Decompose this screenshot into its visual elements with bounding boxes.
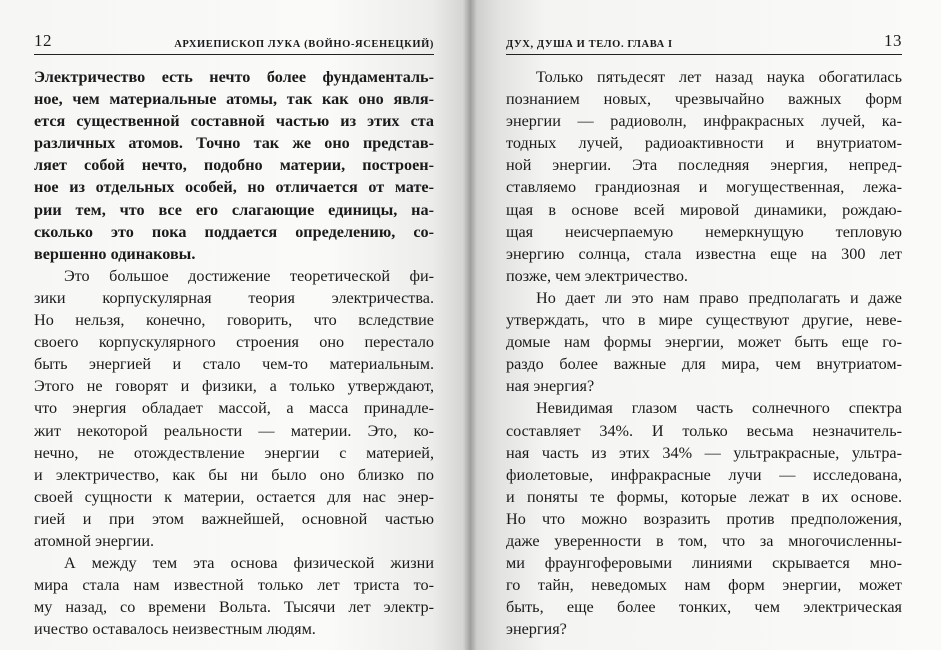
paragraph bbox=[34, 552, 434, 640]
text-line: ми фраунгоферовыми линиями скрывается мно- bbox=[506, 554, 902, 573]
text-line: даже уверенности в том, что за многочисленны- bbox=[506, 531, 902, 550]
text-line: различных атомов. Точно так же оно представ- bbox=[34, 134, 434, 153]
right-page bbox=[470, 0, 941, 650]
text-line: ное, чем материальные атомы, так как оно явля- bbox=[34, 90, 434, 109]
text-line: Невидимая глазом часть солнечного спектра bbox=[536, 399, 902, 418]
text-line: Но дает ли это нам право предполагать и даже bbox=[536, 288, 902, 307]
text-line: жит некоторой реальности — материи. Это, ко- bbox=[34, 421, 434, 440]
right-running-head: ДУХ, ДУША И ТЕЛО. ГЛАВА I bbox=[506, 39, 673, 50]
text-line: познанием новых, чрезвычайно важных форм bbox=[506, 90, 902, 109]
text-line: А между тем эта основа физической жизни bbox=[64, 554, 434, 573]
text-line: фиолетовые, инфракрасные лучи — исследована, bbox=[506, 465, 902, 484]
text-line: ная энергия? bbox=[506, 377, 595, 396]
text-line: энергии — радиоволн, инфракрасных лучей, ка- bbox=[506, 112, 902, 131]
right-page-body bbox=[506, 66, 902, 640]
text-line: сколько это пока поддается определению, со- bbox=[34, 222, 434, 241]
paragraph bbox=[34, 66, 434, 265]
text-line: быть энергией и стало чем-то материальным. bbox=[34, 355, 434, 374]
paragraph bbox=[34, 265, 434, 552]
text-line: вершенно одинаковы. bbox=[34, 244, 196, 263]
left-page-number: 12 bbox=[34, 31, 52, 50]
text-line: энергию солнца, стала известна еще на 300 лет bbox=[506, 244, 902, 263]
text-line: домые нам формы энергии, может быть еще го- bbox=[506, 333, 902, 352]
text-line: и электричество, как бы ни было оно близко по bbox=[34, 465, 434, 484]
paragraph bbox=[506, 66, 902, 287]
text-line: Только пятьдесят лет назад наука обогатилась bbox=[536, 68, 902, 86]
book-gutter-shadow bbox=[463, 0, 477, 650]
text-line: тодных лучей, радиоактивности и внутриатом- bbox=[506, 134, 902, 153]
left-page-header bbox=[34, 30, 434, 55]
right-page-number: 13 bbox=[884, 31, 902, 50]
text-line: ное из отдельных особей, но отличается от мате- bbox=[34, 178, 434, 197]
text-line: нечно, не отождествление энергии с материей, bbox=[34, 443, 434, 462]
text-line: позже, чем электричество. bbox=[506, 266, 688, 285]
text-line: щая в основе всей мировой динамики, рождаю- bbox=[506, 200, 902, 219]
text-line: ляет собой нечто, подобно материи, построен- bbox=[34, 156, 434, 175]
text-line: раздо более важные для мира, чем внутриатом- bbox=[506, 355, 902, 374]
text-line: Этого не говорят и физики, а только утверждают, bbox=[34, 377, 434, 396]
text-line: рии тем, что все его слагающие единицы, на- bbox=[34, 200, 434, 219]
left-running-head: АРХИЕПИСКОП ЛУКА (ВОЙНО-ЯСЕНЕЦКИЙ) bbox=[174, 39, 434, 50]
text-line: утверждать, что в мире существуют другие, неве- bbox=[506, 311, 902, 330]
text-line: щая неисчерпаемую немеркнущую тепловую bbox=[506, 222, 902, 241]
text-line: му назад, со времени Вольта. Тысячи лет электр- bbox=[34, 598, 434, 617]
text-line: и поняты те формы, которые лежат в их основе. bbox=[506, 487, 902, 506]
text-line: ется существенной составной частью из этих ста bbox=[34, 112, 434, 131]
left-page bbox=[0, 0, 470, 650]
paragraph bbox=[506, 287, 902, 397]
text-line: ная часть из этих 34% — ультракрасные, ультра- bbox=[506, 443, 902, 462]
text-line: мира стала нам известной только лет триста то- bbox=[34, 576, 434, 595]
text-line: ставляемо грандиозная и могущественная, лежа- bbox=[506, 178, 902, 197]
text-line: составляет 34%. И только весьма незначитель- bbox=[506, 421, 902, 440]
text-line: Но нельзя, конечно, говорить, что вследствие bbox=[34, 311, 434, 330]
right-page-header bbox=[506, 30, 902, 55]
text-line: что энергия обладает массой, а масса принадле- bbox=[34, 399, 434, 418]
text-line: ичество оставалось неизвестным людям. bbox=[34, 620, 316, 639]
text-line: зики корпускулярная теория электричества. bbox=[34, 288, 434, 307]
left-page-body bbox=[34, 66, 434, 640]
text-line: атомной энергии. bbox=[34, 531, 155, 550]
text-line: энергия? bbox=[506, 620, 567, 639]
text-line: ной энергии. Эта последняя энергия, непред- bbox=[506, 156, 902, 175]
text-line: Электричество есть нечто более фундаменталь- bbox=[34, 68, 434, 86]
text-line: своей сущности к материи, остается для нас энер- bbox=[34, 487, 434, 506]
paragraph bbox=[506, 397, 902, 640]
text-line: своего корпускулярного строения оно перестало bbox=[34, 333, 434, 352]
text-line: Но что можно возразить против предположения, bbox=[506, 509, 902, 528]
text-line: гией и при этом важнейшей, основной частью bbox=[34, 509, 434, 528]
text-line: Это большое достижение теоретической фи- bbox=[64, 266, 434, 285]
text-line: быть, еще более тонких, чем электрическая bbox=[506, 598, 902, 617]
text-line: го тайн, неведомых нам форм энергии, может bbox=[506, 576, 902, 595]
